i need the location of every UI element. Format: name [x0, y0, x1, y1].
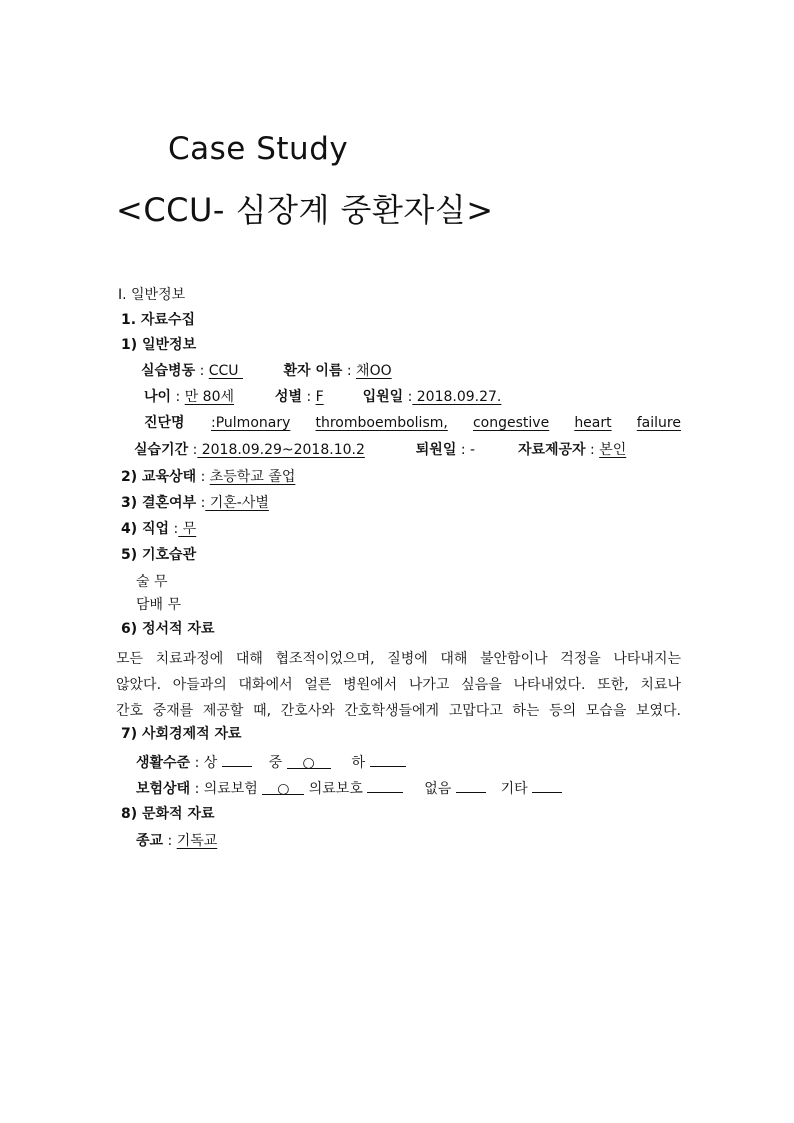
discharge-label: 퇴원일	[415, 442, 457, 458]
data-provider-label: 자료제공자	[517, 442, 586, 458]
living-low-option: 하	[351, 755, 366, 771]
socioeconomic-heading: 7) 사회경제적 자료	[121, 726, 242, 742]
diagnosis-word: :Pulmonary	[211, 415, 291, 431]
data-provider-value: 본인	[599, 442, 627, 458]
living-mid-blank	[287, 754, 331, 769]
education-value: 초등학교 졸업	[209, 469, 296, 485]
insurance-row: 보험상태 : 의료보험 ○ 의료보호 없음 기타	[136, 778, 562, 798]
insurance-health-mark: ○	[277, 781, 290, 797]
marriage-row: 3) 결혼여부 : 기혼-사별	[121, 495, 269, 511]
religion-label: 종교	[136, 833, 164, 849]
living-high-blank	[222, 752, 252, 767]
diagnosis-word: failure	[636, 415, 681, 431]
living-mid-option: 중	[268, 755, 283, 771]
insurance-none-blank	[456, 778, 486, 793]
document-subtitle: <CCU- 심장계 중환자실>	[116, 191, 494, 229]
education-heading: 2) 교육상태	[121, 469, 197, 485]
patient-name-label: 환자 이름	[283, 363, 343, 379]
sex-label: 성별	[274, 389, 302, 405]
patient-name-value: 채OO	[356, 363, 392, 379]
religion-row: 종교 : 기독교	[136, 833, 218, 849]
emotional-paragraph	[116, 646, 681, 724]
emotional-heading: 6) 정서적 자료	[121, 621, 215, 637]
section-heading: Ⅰ. 일반정보	[118, 287, 186, 303]
diagnosis-word: congestive	[472, 415, 550, 431]
admission-value: 2018.09.27.	[412, 389, 502, 405]
insurance-other-blank	[532, 778, 562, 793]
document-title: Case Study	[168, 131, 349, 167]
insurance-label: 보험상태	[136, 781, 191, 797]
paragraph-line: 간호 중재를 제공할 때, 간호사와 간호학생들에게 고맙다고 하는 등의 모습을 보였다.	[116, 703, 681, 719]
diagnosis-label: 진단명	[144, 415, 185, 431]
living-mid-mark: ○	[302, 755, 315, 771]
marriage-value: 기혼-사별	[205, 495, 269, 511]
cultural-heading: 8) 문화적 자료	[121, 806, 215, 822]
insurance-health-option: 의료보험	[203, 781, 258, 797]
religion-value: 기독교	[176, 833, 218, 849]
paragraph-line: 모든 치료과정에 대해 협조적이었으며, 질병에 대해 불안함이나 걱정을 나타내지는	[116, 651, 681, 667]
diagnosis-label-row	[144, 414, 185, 432]
period-row: 실습기간 : 2018.09.29~2018.10.2 퇴원일 : - 자료제공자 : 본인	[134, 442, 627, 458]
age-row: 나이 : 만 80세 성별 : F 입원일 : 2018.09.27.	[144, 389, 502, 405]
living-low-blank	[370, 752, 406, 767]
diagnosis-word: heart	[574, 415, 612, 431]
admission-label: 입원일	[362, 389, 404, 405]
habits-heading: 5) 기호습관	[121, 547, 197, 563]
job-value: 무	[178, 521, 197, 537]
sex-value: F	[315, 389, 324, 405]
diagnosis-word: thromboembolism,	[315, 415, 448, 431]
job-heading: 4) 직업	[121, 521, 170, 537]
practice-period-label: 실습기간	[134, 442, 189, 458]
insurance-aid-option: 의료보호	[308, 781, 363, 797]
practice-period-value: 2018.09.29~2018.10.2	[197, 442, 365, 458]
marriage-heading: 3) 결혼여부	[121, 495, 197, 511]
paragraph-line: 않았다. 아들과의 대화에서 얼른 병원에서 나가고 싶음을 나타내었다. 또한, 치료나	[116, 677, 681, 693]
education-row: 2) 교육상태 : 초등학교 졸업	[121, 469, 296, 485]
living-high-option: 상	[203, 755, 218, 771]
alcohol-habit: 술 무	[136, 574, 168, 590]
age-label: 나이	[144, 389, 172, 405]
living-standard-label: 생활수준	[136, 755, 191, 771]
age-value: 만 80세	[184, 389, 235, 405]
insurance-other-option: 기타	[500, 781, 528, 797]
diagnosis-value	[211, 414, 681, 432]
ward-row: 실습병동 : CCU 환자 이름 : 채OO	[141, 363, 392, 379]
ward-label: 실습병동	[141, 363, 196, 379]
discharge-value: -	[469, 442, 476, 458]
subsection-heading: 1. 자료수집	[121, 312, 196, 328]
job-row: 4) 직업 : 무	[121, 521, 197, 537]
ward-value: CCU	[208, 363, 243, 379]
insurance-health-blank	[262, 780, 304, 795]
smoking-habit: 담배 무	[136, 597, 182, 613]
general-info-heading: 1) 일반정보	[121, 337, 197, 353]
living-standard-row: 생활수준 : 상 중 ○ 하	[136, 752, 406, 772]
insurance-aid-blank	[367, 778, 403, 793]
insurance-none-option: 없음	[424, 781, 452, 797]
